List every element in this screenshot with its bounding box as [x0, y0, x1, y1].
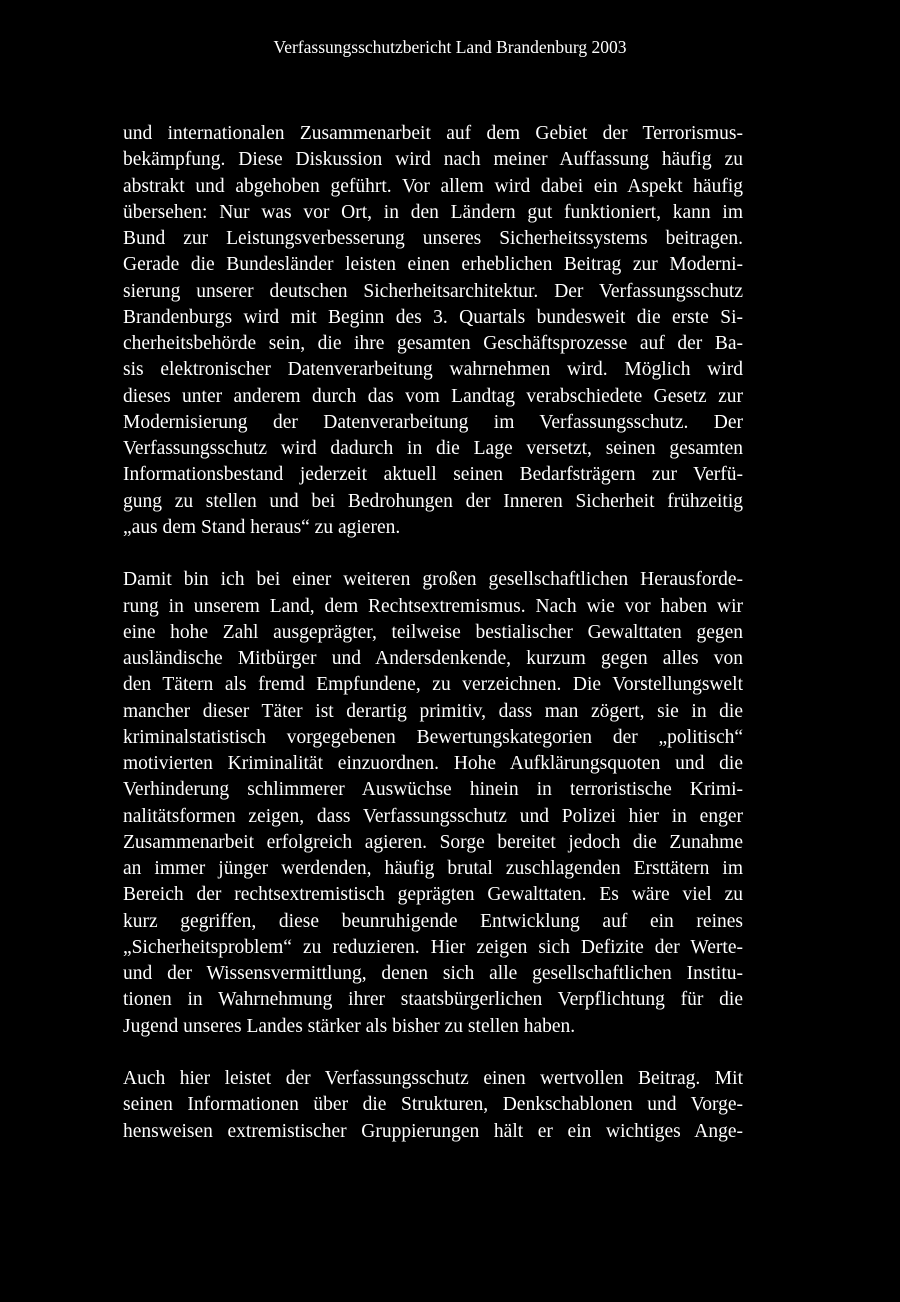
paragraph-spacer — [123, 1040, 743, 1066]
text-line: hensweisen extremistischer Gruppierungen hält er ein wichtiges Ange- — [123, 1120, 743, 1142]
text-line: Modernisierung der Datenverarbeitung im Verfassungsschutz. Der — [123, 411, 743, 433]
text-line: „Sicherheitsproblem“ zu reduzieren. Hier zeigen sich Defizite der Werte- — [123, 936, 743, 958]
text-line: sis elektronischer Datenverarbeitung wahrnehmen wird. Möglich wird — [123, 359, 743, 381]
text-line: Zusammenarbeit erfolgreich agieren. Sorge bereitet jedoch die Zunahme — [123, 831, 743, 853]
text-line: Damit bin ich bei einer weiteren großen gesellschaftlichen Herausforde- — [123, 569, 743, 591]
paragraph-spacer — [123, 541, 743, 567]
text-line: cherheitsbehörde sein, die ihre gesamten Geschäftsprozesse auf der Ba- — [123, 333, 743, 354]
paragraph — [123, 121, 743, 541]
body-text — [123, 121, 743, 1145]
paragraph — [123, 567, 743, 1040]
text-line: Bund zur Leistungsverbesserung unseres Sicherheitssystems beitragen. — [123, 228, 743, 249]
text-line: ausländische Mitbürger und Andersdenkende, kurzum gegen alles von — [123, 648, 743, 669]
text-line: kriminalstatistisch vorgegebenen Bewertungskategorien der „politisch“ — [123, 726, 743, 748]
text-line: eine hohe Zahl ausgeprägter, teilweise bestialischer Gewalttaten gegen — [123, 621, 743, 643]
text-line: bekämpfung. Diese Diskussion wird nach meiner Auffassung häufig zu — [123, 149, 743, 171]
text-line: rung in unserem Land, dem Rechtsextremismus. Nach wie vor haben wir — [123, 595, 743, 617]
text-line: Verfassungsschutz wird dadurch in die Lage versetzt, seinen gesamten — [123, 438, 743, 459]
text-line: Jugend unseres Landes stärker als bisher zu stellen haben. — [123, 1015, 576, 1037]
text-line: übersehen: Nur was vor Ort, in den Ländern gut funktioniert, kann im — [123, 201, 743, 223]
text-line: Gerade die Bundesländer leisten einen erheblichen Beitrag zur Moderni- — [123, 254, 743, 276]
text-line: abstrakt und abgehoben geführt. Vor allem wird dabei ein Aspekt häufig — [123, 175, 743, 197]
text-line: gung zu stellen und bei Bedrohungen der Inneren Sicherheit frühzeitig — [123, 490, 743, 512]
text-line: an immer jünger werdenden, häufig brutal zuschlagenden Ersttätern im — [123, 858, 743, 879]
text-line: nalitätsformen zeigen, dass Verfassungsschutz und Polizei hier in enger — [123, 805, 743, 827]
text-line: kurz gegriffen, diese beunruhigende Entwicklung auf ein reines — [123, 910, 743, 932]
text-line: Brandenburgs wird mit Beginn des 3. Quartals bundesweit die erste Si- — [123, 306, 743, 328]
text-line: Informationsbestand jederzeit aktuell seinen Bedarfsträgern zur Verfü- — [123, 464, 743, 486]
running-header: Verfassungsschutzbericht Land Brandenburg 2003 — [273, 37, 627, 57]
text-line: seinen Informationen über die Strukturen, Denkschablonen und Vorge- — [123, 1094, 743, 1116]
text-line: Bereich der rechtsextremistisch geprägten Gewalttaten. Es wäre viel zu — [123, 884, 743, 906]
text-line: motivierten Kriminalität einzuordnen. Hohe Aufklärungsquoten und die — [123, 753, 743, 774]
paragraph — [123, 1066, 743, 1145]
text-line: und internationalen Zusammenarbeit auf dem Gebiet der Terrorismus- — [123, 123, 743, 144]
text-line: tionen in Wahrnehmung ihrer staatsbürgerlichen Verpflichtung für die — [123, 989, 743, 1011]
text-line: Auch hier leistet der Verfassungsschutz einen wertvollen Beitrag. Mit — [123, 1068, 743, 1089]
text-line: mancher dieser Täter ist derartig primitiv, dass man zögert, sie in die — [123, 700, 743, 722]
text-line: Verhinderung schlimmerer Auswüchse hinein in terroristische Krimi- — [123, 779, 743, 801]
text-line: und der Wissensvermittlung, denen sich alle gesellschaftlichen Institu- — [123, 963, 743, 984]
text-line: „aus dem Stand heraus“ zu agieren. — [123, 516, 401, 538]
text-line: dieses unter anderem durch das vom Landtag verabschiedete Gesetz zur — [123, 385, 743, 407]
text-line: den Tätern als fremd Empfundene, zu verzeichnen. Die Vorstellungswelt — [123, 674, 743, 696]
text-line: sierung unserer deutschen Sicherheitsarchitektur. Der Verfassungsschutz — [123, 280, 743, 302]
